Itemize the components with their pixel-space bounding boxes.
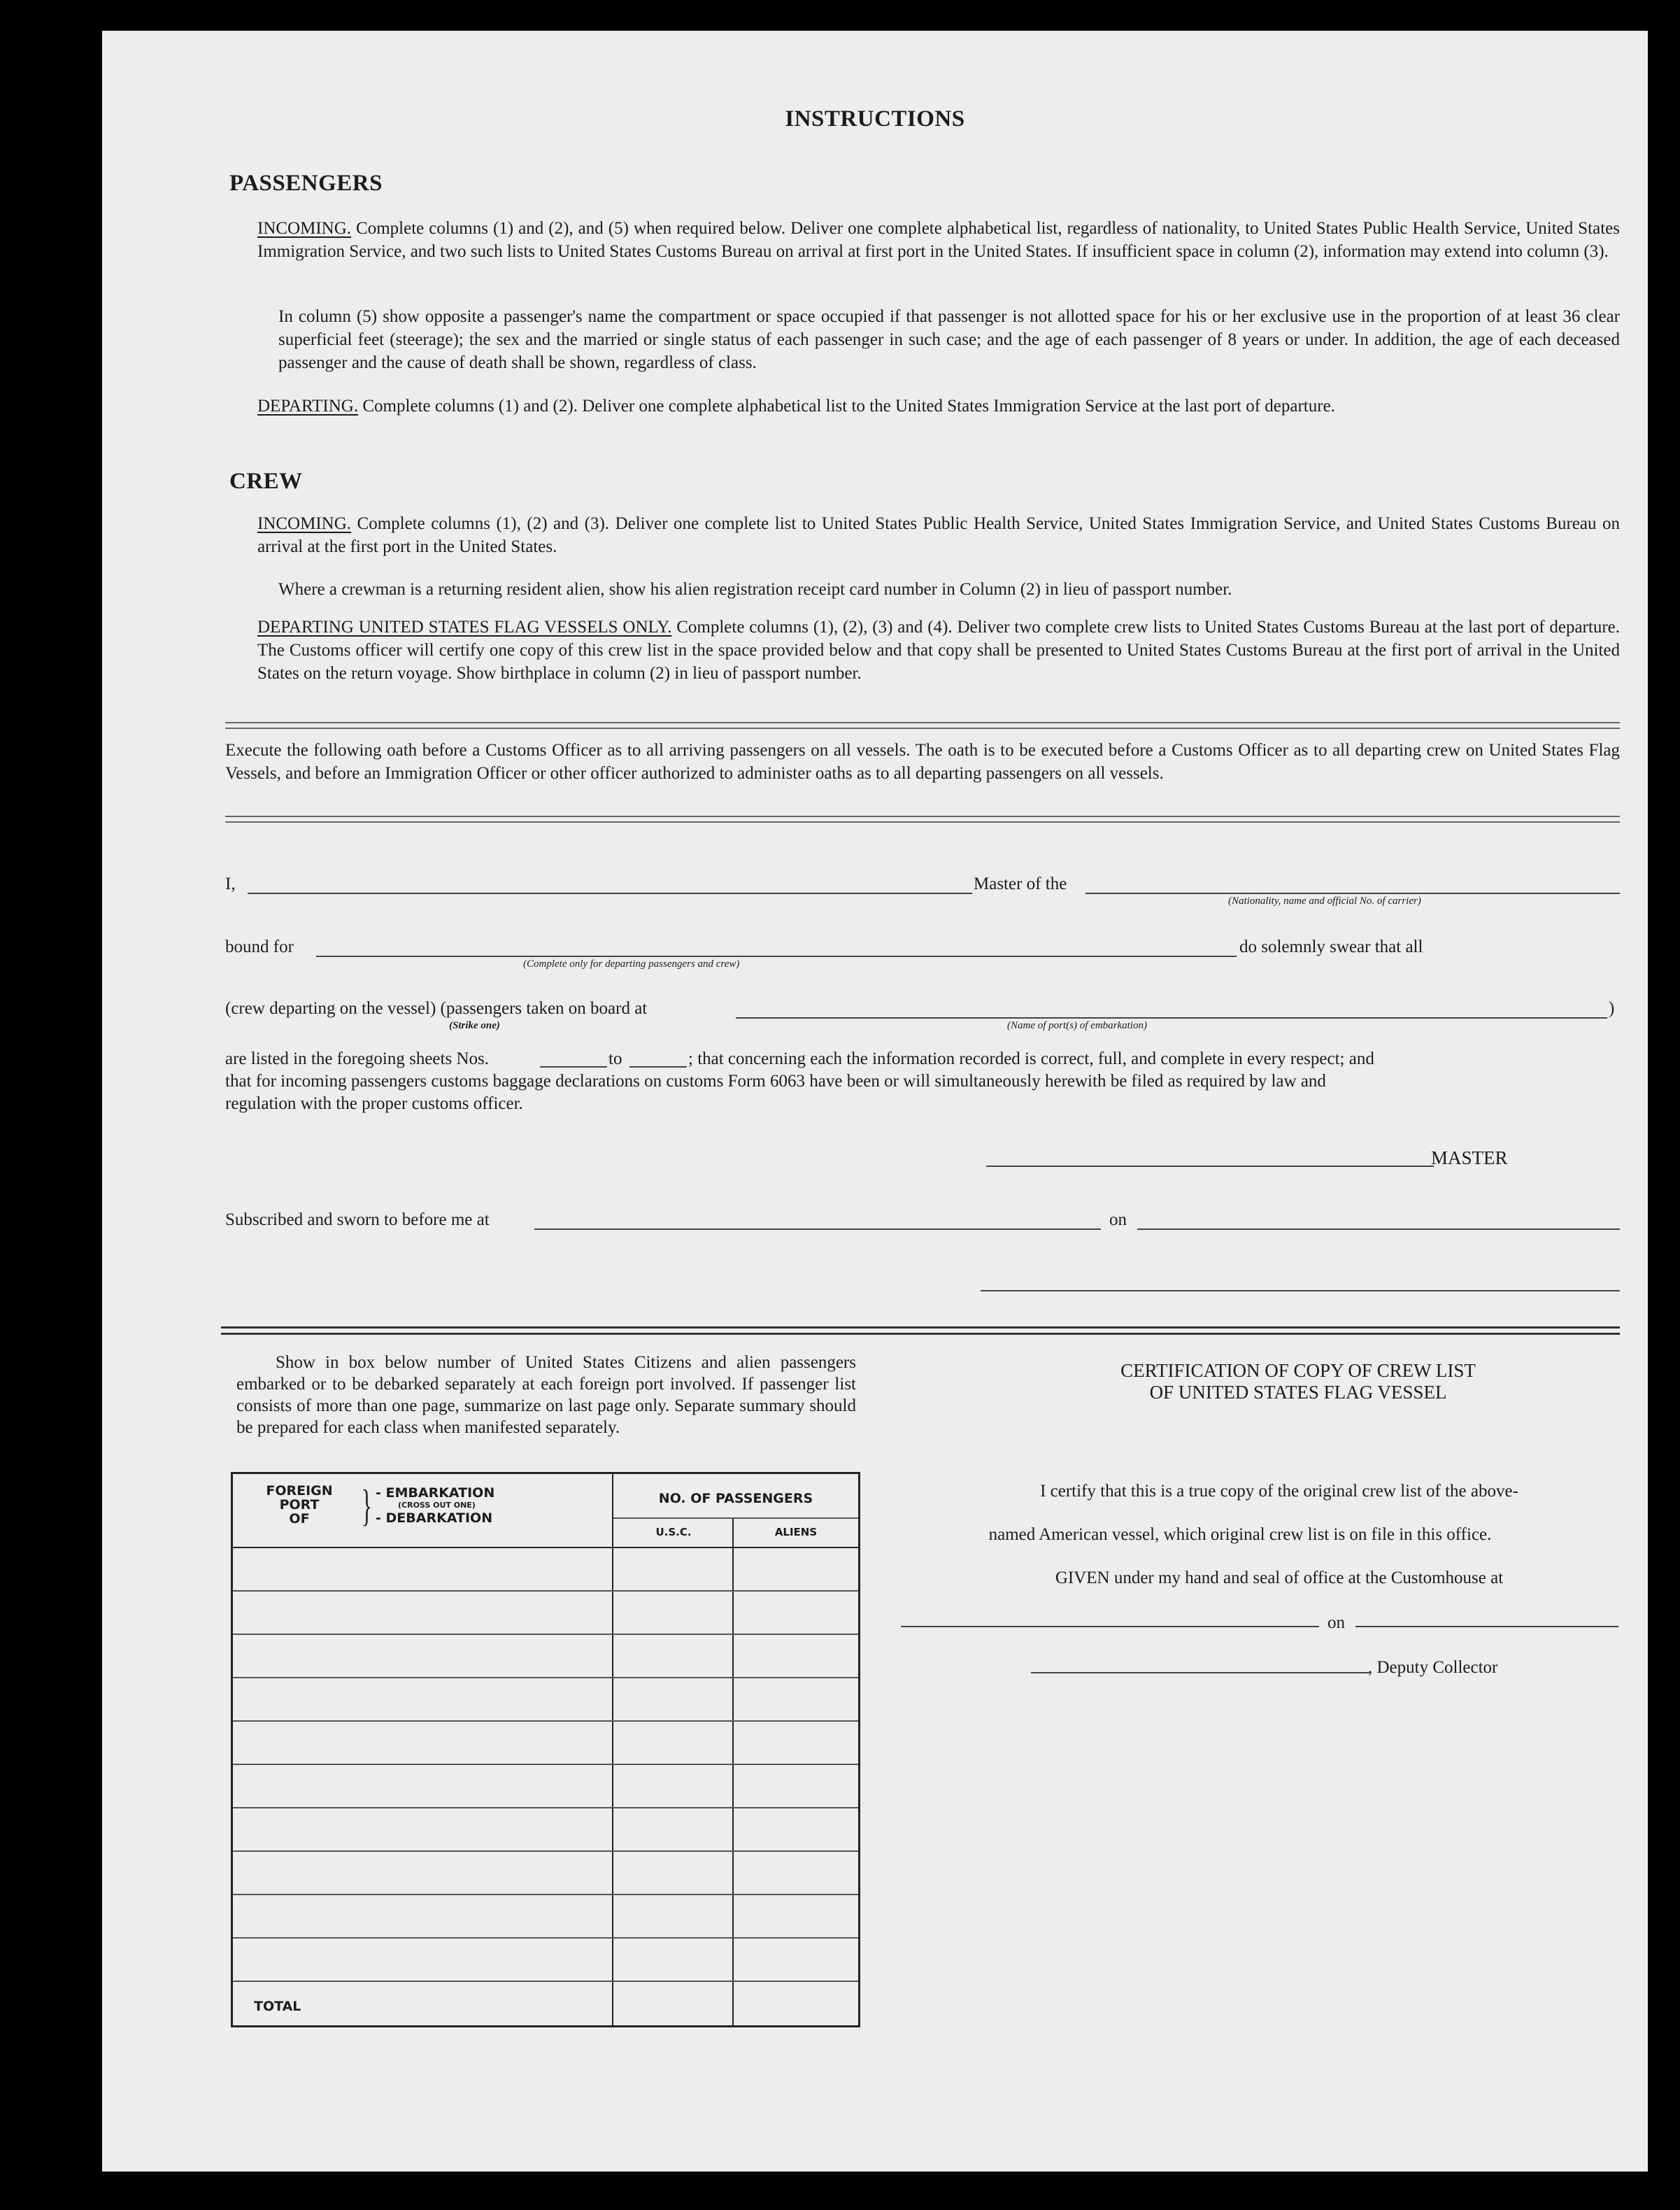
master-label: MASTER — [1431, 1147, 1508, 1168]
table-row-line — [233, 1634, 858, 1635]
port-column-divider — [612, 1474, 613, 2025]
master-name-field[interactable] — [248, 893, 972, 894]
page-title: INSTRUCTIONS — [785, 106, 965, 132]
carrier-field[interactable] — [1085, 893, 1620, 894]
lower-divider — [221, 1326, 1620, 1335]
embarkation-port-caption: (Name of port(s) of embarkation) — [1007, 1020, 1147, 1031]
master-signature-field[interactable] — [986, 1166, 1434, 1167]
crew-incoming-label: INCOMING. — [257, 514, 352, 533]
table-row-line — [233, 1677, 858, 1678]
no-of-passengers-header: NO. OF PASSENGERS — [658, 1491, 813, 1506]
oath-line-3: regulation with the proper customs officer. — [225, 1094, 523, 1113]
oath-line-2: that for incoming passengers customs baggage declarations on customs Form 6063 have been or will simultaneously herewith be filed as required by law and — [225, 1072, 1326, 1091]
crew-departing-text: Complete columns (1), (2), (3) and (4). Deliver two complete crew lists to United States Customs Bureau at the last port of departure. The Customs officer will certify one copy of this crew list in the space provided below and that copy shall be presented to United States Customs Bureau at the first port of arrival in the United States on the return voyage. Show birthplace in column (2) in lieu of passport number. — [257, 618, 1620, 683]
certification-title-line-2: OF UNITED STATES FLAG VESSEL — [1149, 1382, 1447, 1403]
sworn-on-label: on — [1109, 1210, 1127, 1229]
crew-heading: CREW — [229, 469, 303, 494]
header-split-line — [613, 1517, 858, 1519]
embarkation-port-field[interactable] — [736, 1017, 1607, 1019]
solemnly-swear-text: do solemnly swear that all — [1239, 937, 1423, 956]
certification-on-label: on — [1327, 1613, 1345, 1632]
subscribed-label: Subscribed and sworn to before me at — [225, 1210, 490, 1229]
passengers-departing-label: DEPARTING. — [257, 397, 359, 416]
certification-line-1: I certify that this is a true copy of the original crew list of the above- — [1040, 1482, 1518, 1501]
passengers-departing-paragraph — [257, 395, 1620, 418]
crew-incoming-text: Complete columns (1), (2) and (3). Deliver one complete list to United States Public Health Service, United States Immigration Service, and United States Customs Bureau on arrival at the first port in the United States. — [257, 514, 1620, 556]
table-row-line — [233, 1590, 858, 1592]
brace-icon: } — [361, 1480, 373, 1530]
customhouse-field[interactable] — [901, 1626, 1319, 1627]
certification-date-field[interactable] — [1355, 1626, 1618, 1627]
sworn-date-field[interactable] — [1137, 1228, 1620, 1230]
passengers-incoming-label: INCOMING. — [257, 219, 352, 238]
table-row-line — [233, 1764, 858, 1765]
crew-departing-label: DEPARTING UNITED STATES FLAG VESSELS ONLY. — [257, 618, 672, 637]
certification-line-3: GIVEN under my hand and seal of office at the Customhouse at — [1055, 1568, 1504, 1587]
usc-header: U.S.C. — [655, 1526, 692, 1538]
bound-for-caption: (Complete only for departing passengers and crew) — [523, 958, 740, 970]
foreign-port-word-1: FOREIGN — [266, 1483, 333, 1499]
passengers-heading: PASSENGERS — [229, 171, 383, 196]
usc-column-divider — [732, 1517, 734, 2025]
listed-rest-text: ; that concerning each the information recorded is correct, full, and complete in every respect; and — [688, 1049, 1374, 1068]
cross-out-one-label: (CROSS OUT ONE) — [398, 1501, 476, 1510]
deputy-collector-signature-field[interactable] — [1031, 1672, 1369, 1673]
summary-intro: Show in box below number of United States Citizens and alien passengers embarked or to be debarked separately at each foreign port involved. If passenger list consists of more than one page, summarize on last page only. Separate summary should be prepared for each class when manifested separately. — [236, 1353, 856, 1437]
passenger-summary-table — [231, 1472, 860, 2027]
deputy-collector-label: , Deputy Collector — [1368, 1658, 1498, 1677]
sheet-to-field[interactable] — [629, 1066, 687, 1068]
carrier-caption: (Nationality, name and official No. of carrier) — [1228, 895, 1421, 907]
table-row-line — [233, 1850, 858, 1852]
crew-incoming-paragraph — [257, 512, 1620, 558]
embarkation-label: - EMBARKATION — [376, 1485, 495, 1501]
passengers-incoming-text: Complete columns (1) and (2), and (5) when required below. Deliver one complete alphabetical list, regardless of nationality, to United States Public Health Service, United States Immigration Service, and two such lists to United States Customs Bureau on arrival at first port in the United States. If insufficient space in column (2), information may extend into column (3). — [257, 219, 1620, 261]
crew-departing-text: (crew departing on the vessel) (passengers taken on board at — [225, 999, 648, 1018]
passengers-column5-paragraph: In column (5) show opposite a passenger's name the compartment or space occupied if that passenger is not allotted space for his or her exclusive use in the proportion of at least 36 clear superficial feet (steerage); the sex and the married or single status of each passenger in such case; and the age of each passenger of 8 years or under. In addition, the age of each deceased passenger and the cause of death shall be shown, regardless of class. — [278, 307, 1620, 372]
passengers-incoming-paragraph — [257, 217, 1620, 263]
crew-resident-paragraph: Where a crewman is a returning resident alien, show his alien registration receipt card number in Column (2) in lieu of passport number. — [278, 580, 1232, 599]
table-row-line — [233, 1981, 858, 1982]
oath-i-label: I, — [225, 874, 236, 893]
certification-title — [981, 1360, 1616, 1403]
aliens-header: ALIENS — [774, 1526, 818, 1538]
table-row-line — [233, 1807, 858, 1808]
table-row-line — [233, 1720, 858, 1722]
foreign-port-word-2: PORT — [279, 1497, 320, 1513]
total-label: TOTAL — [254, 1999, 301, 2014]
crew-departing-paragraph — [257, 616, 1620, 685]
debarkation-label: - DEBARKATION — [376, 1510, 493, 1526]
listed-in-text: are listed in the foregoing sheets Nos. — [225, 1049, 489, 1068]
officer-signature-field[interactable] — [981, 1290, 1620, 1291]
sheet-from-field[interactable] — [540, 1066, 607, 1068]
certification-line-2: named American vessel, which original crew list is on file in this office. — [988, 1525, 1492, 1544]
close-paren: ) — [1609, 999, 1615, 1018]
master-of-the-label: Master of the — [974, 874, 1067, 893]
certification-title-line-1: CERTIFICATION OF COPY OF CREW LIST — [1120, 1360, 1476, 1381]
oath-intro-paragraph: Execute the following oath before a Customs Officer as to all arriving passengers on all vessels. The oath is to be executed before a Customs Officer as to all departing crew on United States Flag Vessels, and before an Immigration Officer or other officer authorized to administer oaths as to all departing passengers on all vessels. — [225, 741, 1620, 783]
form-page — [102, 31, 1648, 2172]
foreign-port-word-3: OF — [289, 1511, 310, 1527]
table-row-line — [233, 1937, 858, 1939]
sworn-place-field[interactable] — [534, 1228, 1101, 1230]
bound-for-label: bound for — [225, 937, 294, 956]
section-divider — [225, 722, 1620, 729]
passengers-departing-text: Complete columns (1) and (2). Deliver one complete alphabetical list to the United States Immigration Service at the last port of departure. — [358, 397, 1335, 416]
table-row-line — [233, 1894, 858, 1895]
header-bottom-line — [233, 1547, 858, 1548]
foreign-port-header — [247, 1484, 352, 1526]
oath-divider — [225, 816, 1620, 823]
strike-one-caption: (Strike one) — [449, 1020, 500, 1031]
to-label: to — [608, 1049, 622, 1068]
bound-for-field[interactable] — [316, 956, 1237, 957]
